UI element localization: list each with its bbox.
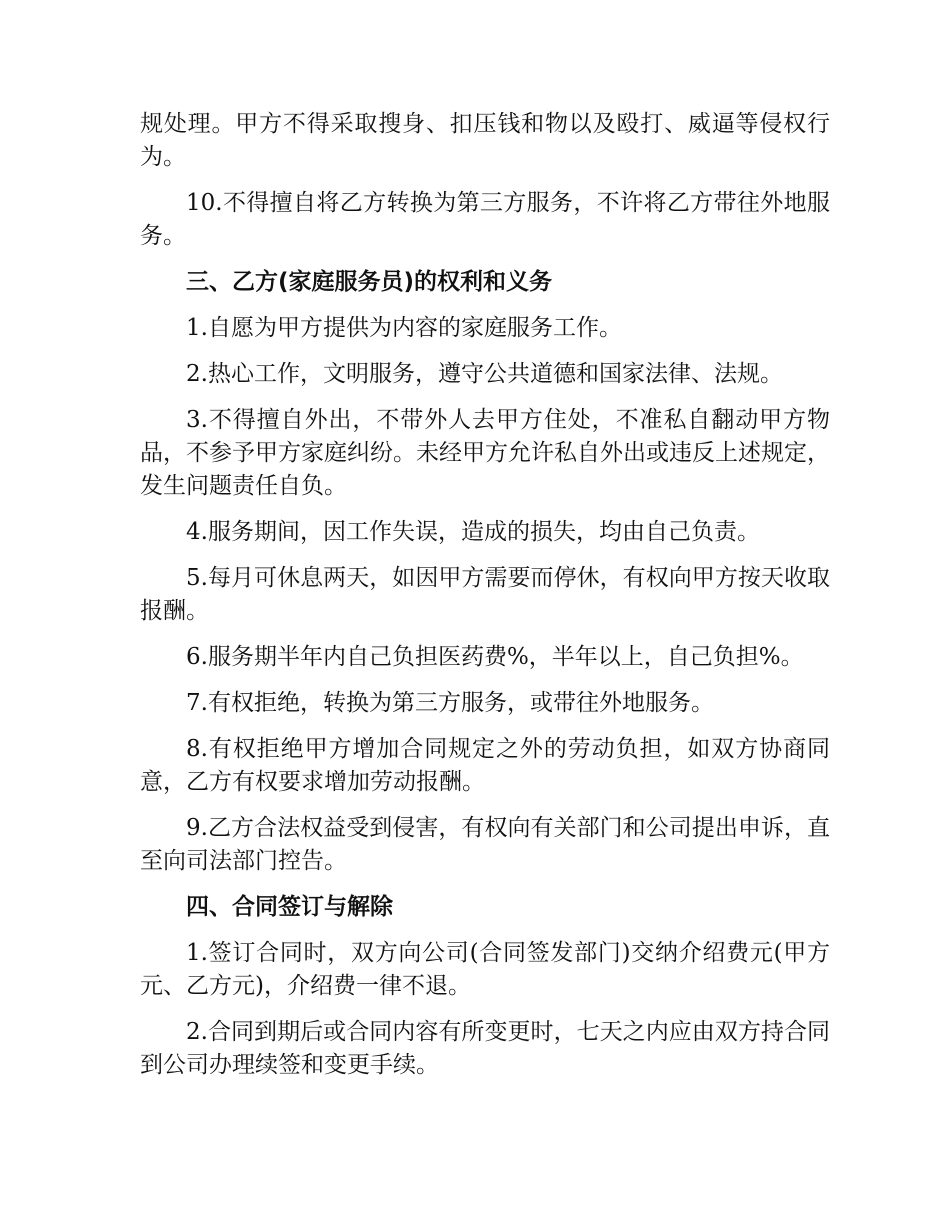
section-4-heading: 四、合同签订与解除 <box>186 894 393 920</box>
document-page <box>140 108 830 1082</box>
paragraph-continuation: 规处理。甲方不得采取搜身、扣压钱和物以及殴打、威逼等侵权行为。 <box>140 111 830 170</box>
section-4-item-1: 1.签订合同时，双方向公司(合同签发部门)交纳介绍费元(甲方元、乙方元)，介绍费一律不退。 <box>140 940 830 999</box>
section-3-item-4: 4.服务期间，因工作失误，造成的损失，均由自己负责。 <box>186 519 760 545</box>
section-3-item-2: 2.热心工作，文明服务，遵守公共道德和国家法律、法规。 <box>186 361 783 387</box>
section-3-item-1: 1.自愿为甲方提供为内容的家庭服务工作。 <box>186 315 622 341</box>
section-3-item-6: 6.服务期半年内自己负担医药费%，半年以上，自己负担%。 <box>186 644 804 670</box>
section-3-item-3: 3.不得擅自外出，不带外人去甲方住处，不准私自翻动甲方物品，不参予甲方家庭纠纷。未经甲方允许私自外出或违反上述规定，发生问题责任自负。 <box>140 407 830 499</box>
section-3-item-8: 8.有权拒绝甲方增加合同规定之外的劳动负担，如双方协商同意，乙方有权要求增加劳动报酬。 <box>140 736 830 795</box>
section-3-item-5: 5.每月可休息两天，如因甲方需要而停休，有权向甲方按天收取报酬。 <box>140 565 830 624</box>
section-3-item-7: 7.有权拒绝，转换为第三方服务，或带往外地服务。 <box>186 690 714 716</box>
section-3-heading: 三、乙方(家庭服务员)的权利和义务 <box>186 269 553 295</box>
paragraph-item-10: 10.不得擅自将乙方转换为第三方服务，不许将乙方带往外地服务。 <box>140 190 830 249</box>
section-4-item-2: 2.合同到期后或合同内容有所变更时，七天之内应由双方持合同到公司办理续签和变更手续。 <box>140 1019 830 1078</box>
section-3-item-9: 9.乙方合法权益受到侵害，有权向有关部门和公司提出申诉，直至向司法部门控告。 <box>140 815 830 874</box>
